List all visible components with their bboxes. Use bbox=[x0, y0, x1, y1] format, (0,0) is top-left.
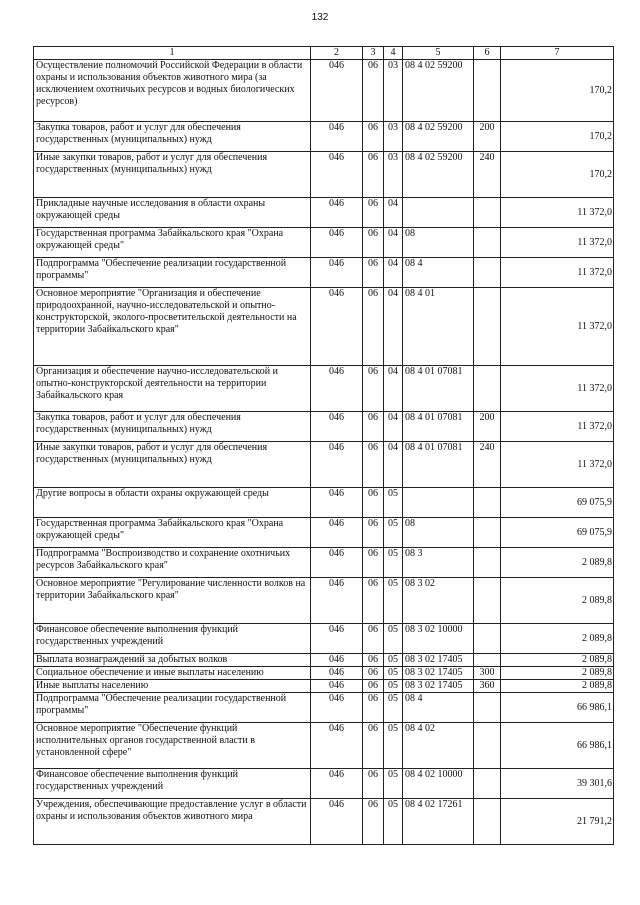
row-expense-type bbox=[474, 693, 501, 723]
header-row bbox=[34, 47, 614, 60]
header-col-4: 4 bbox=[384, 47, 403, 60]
row-section: 06 bbox=[363, 488, 384, 518]
row-admin-code: 046 bbox=[311, 366, 363, 412]
table-row bbox=[34, 548, 614, 578]
table-row bbox=[34, 693, 614, 723]
row-amount: 170,2 bbox=[501, 60, 614, 122]
row-name: Государственная программа Забайкальского края "Охрана окружающей среды" bbox=[34, 228, 311, 258]
row-admin-code: 046 bbox=[311, 288, 363, 366]
row-name: Подпрограмма "Обеспечение реализации государственной программы" bbox=[34, 693, 311, 723]
row-section: 06 bbox=[363, 624, 384, 654]
table-row bbox=[34, 680, 614, 693]
row-name: Основное мероприятие "Организация и обеспечение природоохранной, научно-исследовательской и опытно-конструкторской, эколого-просветительской деятельности на территории Забайкальского края" bbox=[34, 288, 311, 366]
row-subsection: 05 bbox=[384, 518, 403, 548]
row-amount: 2 089,8 bbox=[501, 667, 614, 680]
row-name: Иные закупки товаров, работ и услуг для обеспечения государственных (муниципальных) нужд bbox=[34, 152, 311, 198]
row-target-code bbox=[403, 198, 474, 228]
row-name: Финансовое обеспечение выполнения функций государственных учреждений bbox=[34, 624, 311, 654]
table-row bbox=[34, 624, 614, 654]
row-name: Финансовое обеспечение выполнения функций государственных учреждений bbox=[34, 769, 311, 799]
row-expense-type bbox=[474, 548, 501, 578]
row-target-code bbox=[403, 488, 474, 518]
row-expense-type bbox=[474, 488, 501, 518]
row-amount: 21 791,2 bbox=[501, 799, 614, 845]
table-row bbox=[34, 228, 614, 258]
row-expense-type bbox=[474, 366, 501, 412]
row-target-code: 08 4 02 10000 bbox=[403, 769, 474, 799]
row-subsection: 05 bbox=[384, 578, 403, 624]
row-subsection: 05 bbox=[384, 799, 403, 845]
row-admin-code: 046 bbox=[311, 488, 363, 518]
row-subsection: 04 bbox=[384, 442, 403, 488]
row-section: 06 bbox=[363, 60, 384, 122]
row-amount: 11 372,0 bbox=[501, 198, 614, 228]
row-target-code: 08 4 01 bbox=[403, 288, 474, 366]
row-target-code: 08 4 01 07081 bbox=[403, 442, 474, 488]
row-target-code: 08 4 02 59200 bbox=[403, 60, 474, 122]
row-amount: 69 075,9 bbox=[501, 518, 614, 548]
table-row bbox=[34, 518, 614, 548]
row-amount: 69 075,9 bbox=[501, 488, 614, 518]
row-name: Подпрограмма "Обеспечение реализации государственной программы" bbox=[34, 258, 311, 288]
row-target-code: 08 4 02 59200 bbox=[403, 152, 474, 198]
row-subsection: 05 bbox=[384, 654, 403, 667]
row-subsection: 04 bbox=[384, 258, 403, 288]
row-name: Иные закупки товаров, работ и услуг для обеспечения государственных (муниципальных) нужд bbox=[34, 442, 311, 488]
row-target-code: 08 3 bbox=[403, 548, 474, 578]
row-expense-type: 240 bbox=[474, 152, 501, 198]
row-subsection: 05 bbox=[384, 667, 403, 680]
row-amount: 2 089,8 bbox=[501, 680, 614, 693]
row-admin-code: 046 bbox=[311, 548, 363, 578]
row-name: Социальное обеспечение и иные выплаты населению bbox=[34, 667, 311, 680]
table-row bbox=[34, 60, 614, 122]
table-row bbox=[34, 122, 614, 152]
row-amount: 39 301,6 bbox=[501, 769, 614, 799]
row-subsection: 05 bbox=[384, 723, 403, 769]
table-row bbox=[34, 488, 614, 518]
table-row bbox=[34, 769, 614, 799]
row-expense-type bbox=[474, 624, 501, 654]
row-name: Государственная программа Забайкальского края "Охрана окружающей среды" bbox=[34, 518, 311, 548]
row-amount: 170,2 bbox=[501, 122, 614, 152]
row-admin-code: 046 bbox=[311, 667, 363, 680]
header-col-7: 7 bbox=[501, 47, 614, 60]
row-expense-type: 360 bbox=[474, 680, 501, 693]
row-admin-code: 046 bbox=[311, 769, 363, 799]
table-row bbox=[34, 578, 614, 624]
row-name: Другие вопросы в области охраны окружающей среды bbox=[34, 488, 311, 518]
row-expense-type bbox=[474, 258, 501, 288]
table-row bbox=[34, 288, 614, 366]
table-row bbox=[34, 152, 614, 198]
row-target-code: 08 4 bbox=[403, 693, 474, 723]
row-target-code: 08 bbox=[403, 228, 474, 258]
header-col-5: 5 bbox=[403, 47, 474, 60]
row-amount: 2 089,8 bbox=[501, 548, 614, 578]
row-name: Иные выплаты населению bbox=[34, 680, 311, 693]
row-subsection: 05 bbox=[384, 769, 403, 799]
row-section: 06 bbox=[363, 288, 384, 366]
table-row bbox=[34, 198, 614, 228]
row-section: 06 bbox=[363, 548, 384, 578]
row-target-code: 08 bbox=[403, 518, 474, 548]
row-expense-type bbox=[474, 723, 501, 769]
row-amount: 11 372,0 bbox=[501, 366, 614, 412]
table-row bbox=[34, 799, 614, 845]
row-subsection: 04 bbox=[384, 366, 403, 412]
budget-table bbox=[33, 46, 614, 845]
row-amount: 170,2 bbox=[501, 152, 614, 198]
table-row bbox=[34, 723, 614, 769]
row-name: Подпрограмма "Воспроизводство и сохранение охотничьих ресурсов Забайкальского края" bbox=[34, 548, 311, 578]
header-col-2: 2 bbox=[311, 47, 363, 60]
row-section: 06 bbox=[363, 258, 384, 288]
row-target-code: 08 3 02 10000 bbox=[403, 624, 474, 654]
row-target-code: 08 4 01 07081 bbox=[403, 412, 474, 442]
row-amount: 66 986,1 bbox=[501, 723, 614, 769]
row-admin-code: 046 bbox=[311, 723, 363, 769]
row-target-code: 08 4 02 59200 bbox=[403, 122, 474, 152]
row-expense-type bbox=[474, 60, 501, 122]
row-expense-type: 240 bbox=[474, 442, 501, 488]
row-amount: 2 089,8 bbox=[501, 624, 614, 654]
row-name: Закупка товаров, работ и услуг для обеспечения государственных (муниципальных) нужд bbox=[34, 412, 311, 442]
row-section: 06 bbox=[363, 799, 384, 845]
header-col-6: 6 bbox=[474, 47, 501, 60]
row-admin-code: 046 bbox=[311, 624, 363, 654]
row-expense-type: 300 bbox=[474, 667, 501, 680]
row-name: Организация и обеспечение научно-исследовательской и опытно-конструкторской деятельности на территории Забайкальского края bbox=[34, 366, 311, 412]
row-name: Прикладные научные исследования в области охраны окружающей среды bbox=[34, 198, 311, 228]
row-expense-type: 200 bbox=[474, 122, 501, 152]
row-subsection: 03 bbox=[384, 122, 403, 152]
row-amount: 11 372,0 bbox=[501, 412, 614, 442]
row-target-code: 08 4 02 17261 bbox=[403, 799, 474, 845]
row-admin-code: 046 bbox=[311, 60, 363, 122]
row-admin-code: 046 bbox=[311, 198, 363, 228]
row-section: 06 bbox=[363, 654, 384, 667]
table-row bbox=[34, 667, 614, 680]
page-number: 132 bbox=[311, 12, 329, 23]
row-admin-code: 046 bbox=[311, 680, 363, 693]
row-admin-code: 046 bbox=[311, 693, 363, 723]
row-name: Учреждения, обеспечивающие предоставление услуг в области охраны и использования объектов животного мира bbox=[34, 799, 311, 845]
row-amount: 11 372,0 bbox=[501, 228, 614, 258]
table-row bbox=[34, 258, 614, 288]
row-subsection: 05 bbox=[384, 624, 403, 654]
row-expense-type bbox=[474, 578, 501, 624]
row-subsection: 04 bbox=[384, 412, 403, 442]
row-expense-type: 200 bbox=[474, 412, 501, 442]
row-name: Основное мероприятие "Обеспечение функций исполнительных органов государственной власти в установленной сфере" bbox=[34, 723, 311, 769]
row-amount: 2 089,8 bbox=[501, 578, 614, 624]
row-amount: 11 372,0 bbox=[501, 288, 614, 366]
row-name: Выплата вознаграждений за добытых волков bbox=[34, 654, 311, 667]
row-expense-type bbox=[474, 769, 501, 799]
row-section: 06 bbox=[363, 680, 384, 693]
row-admin-code: 046 bbox=[311, 258, 363, 288]
row-section: 06 bbox=[363, 228, 384, 258]
row-admin-code: 046 bbox=[311, 152, 363, 198]
header-col-1: 1 bbox=[34, 47, 311, 60]
row-target-code: 08 3 02 17405 bbox=[403, 680, 474, 693]
row-target-code: 08 4 02 bbox=[403, 723, 474, 769]
row-admin-code: 046 bbox=[311, 412, 363, 442]
table-row bbox=[34, 654, 614, 667]
row-section: 06 bbox=[363, 412, 384, 442]
row-expense-type bbox=[474, 654, 501, 667]
row-subsection: 05 bbox=[384, 680, 403, 693]
table-row bbox=[34, 366, 614, 412]
row-section: 06 bbox=[363, 693, 384, 723]
row-expense-type bbox=[474, 198, 501, 228]
row-subsection: 05 bbox=[384, 693, 403, 723]
row-admin-code: 046 bbox=[311, 799, 363, 845]
row-admin-code: 046 bbox=[311, 228, 363, 258]
row-target-code: 08 4 01 07081 bbox=[403, 366, 474, 412]
header-col-3: 3 bbox=[363, 47, 384, 60]
row-subsection: 05 bbox=[384, 548, 403, 578]
row-section: 06 bbox=[363, 667, 384, 680]
row-section: 06 bbox=[363, 366, 384, 412]
row-admin-code: 046 bbox=[311, 654, 363, 667]
row-target-code: 08 3 02 17405 bbox=[403, 667, 474, 680]
row-admin-code: 046 bbox=[311, 442, 363, 488]
row-subsection: 04 bbox=[384, 198, 403, 228]
table-row bbox=[34, 442, 614, 488]
row-admin-code: 046 bbox=[311, 122, 363, 152]
row-amount: 11 372,0 bbox=[501, 442, 614, 488]
row-subsection: 03 bbox=[384, 60, 403, 122]
row-expense-type bbox=[474, 288, 501, 366]
row-section: 06 bbox=[363, 518, 384, 548]
row-section: 06 bbox=[363, 152, 384, 198]
row-section: 06 bbox=[363, 723, 384, 769]
row-admin-code: 046 bbox=[311, 518, 363, 548]
row-amount: 66 986,1 bbox=[501, 693, 614, 723]
row-amount: 2 089,8 bbox=[501, 654, 614, 667]
row-target-code: 08 4 bbox=[403, 258, 474, 288]
row-section: 06 bbox=[363, 578, 384, 624]
row-subsection: 04 bbox=[384, 228, 403, 258]
row-name: Осуществление полномочий Российской Федерации в области охраны и использования объектов животного мира (за исключением охотничьих ресурсов и водных биологических ресурсов) bbox=[34, 60, 311, 122]
table-row bbox=[34, 412, 614, 442]
row-target-code: 08 3 02 bbox=[403, 578, 474, 624]
row-target-code: 08 3 02 17405 bbox=[403, 654, 474, 667]
row-expense-type bbox=[474, 518, 501, 548]
row-subsection: 05 bbox=[384, 488, 403, 518]
row-expense-type bbox=[474, 228, 501, 258]
row-subsection: 04 bbox=[384, 288, 403, 366]
row-name: Основное мероприятие "Регулирование численности волков на территории Забайкальского края" bbox=[34, 578, 311, 624]
row-section: 06 bbox=[363, 198, 384, 228]
row-section: 06 bbox=[363, 442, 384, 488]
row-expense-type bbox=[474, 799, 501, 845]
row-name: Закупка товаров, работ и услуг для обеспечения государственных (муниципальных) нужд bbox=[34, 122, 311, 152]
row-amount: 11 372,0 bbox=[501, 258, 614, 288]
row-section: 06 bbox=[363, 769, 384, 799]
row-admin-code: 046 bbox=[311, 578, 363, 624]
row-section: 06 bbox=[363, 122, 384, 152]
row-subsection: 03 bbox=[384, 152, 403, 198]
